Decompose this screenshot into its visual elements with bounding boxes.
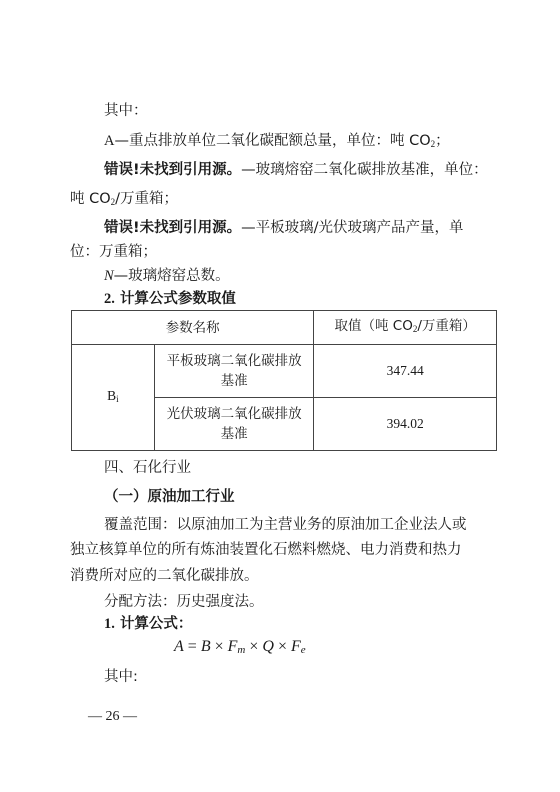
definition-b [104,160,532,180]
where-label [104,101,532,121]
header-param-name: 参数名称 [72,311,314,345]
param-name-cell: 平板玻璃二氧化碳排放 基准 [154,345,314,398]
reference-error: 错误!未找到引用源。 [104,220,242,236]
section-title: 四、石化行业 [104,460,191,476]
params-heading [104,289,532,309]
param-name-cell: 光伏玻璃二氧化碳排放 基准 [154,398,314,451]
param-value-cell: 394.02 [314,398,497,451]
definition-n [104,266,532,286]
definition-n-text: —玻璃熔窑总数。 [113,268,230,284]
co2-subscript: 2 [430,139,436,149]
semicolon: ； [435,133,450,149]
unit-text-end: /万重箱； [115,191,179,207]
unit-text: 吨 CO [70,191,111,207]
subsection-heading [104,487,532,507]
definition-p-unit: 位：万重箱； [70,244,157,260]
where-label-2: 其中: [104,669,138,685]
co2-subscript: 2 [110,197,116,207]
coverage-line-1: 覆盖范围：以原油加工为主营业务的原油加工企业法人或 [104,517,467,533]
definition-b-text: —玻璃熔窑二氧化碳排放基准，单位： [241,162,488,178]
param-value-cell: 347.44 [314,345,497,398]
coverage-line-2: 独立核算单位的所有炼油装置化石燃料燃烧、电力消费和热力 [70,542,462,558]
formula: $A = B \times F_m \times Q \times F_e$ [174,638,306,656]
heading-number: 2. [104,291,115,307]
heading-number: 1. [104,616,115,632]
subsection-title: （一）原油加工行业 [104,489,235,505]
coverage-line-3: 消费所对应的二氧化碳排放。 [70,568,259,584]
parameter-table [71,310,497,451]
definition-p-cont [70,242,498,262]
header-value: 取值（吨 $CO_2/$万重箱） [314,311,497,345]
variable-a: A [104,133,115,149]
definition-p [104,218,532,238]
definition-p-text: —平板玻璃/光伏玻璃产品产量，单 [241,220,464,236]
heading-text: 计算公式参数取值 [119,291,236,307]
allocation-method: 分配方法：历史强度法。 [104,594,264,610]
reference-error: 错误!未找到引用源。 [104,162,242,178]
formula-heading [104,614,532,634]
table-row [72,345,497,398]
heading-text: 计算公式： [119,616,193,632]
section-heading [104,458,532,478]
variable-n: N [104,268,114,284]
page-number: — 26 — [88,709,137,724]
definition-a-text: —重点排放单位二氧化碳配额总量，单位：吨 CO [114,133,431,149]
param-symbol-cell: $B_i$ [72,345,155,451]
definition-b-cont [70,189,498,212]
definition-a [104,131,532,154]
table-header-row [72,311,497,345]
where-text: 其中： [104,103,148,119]
